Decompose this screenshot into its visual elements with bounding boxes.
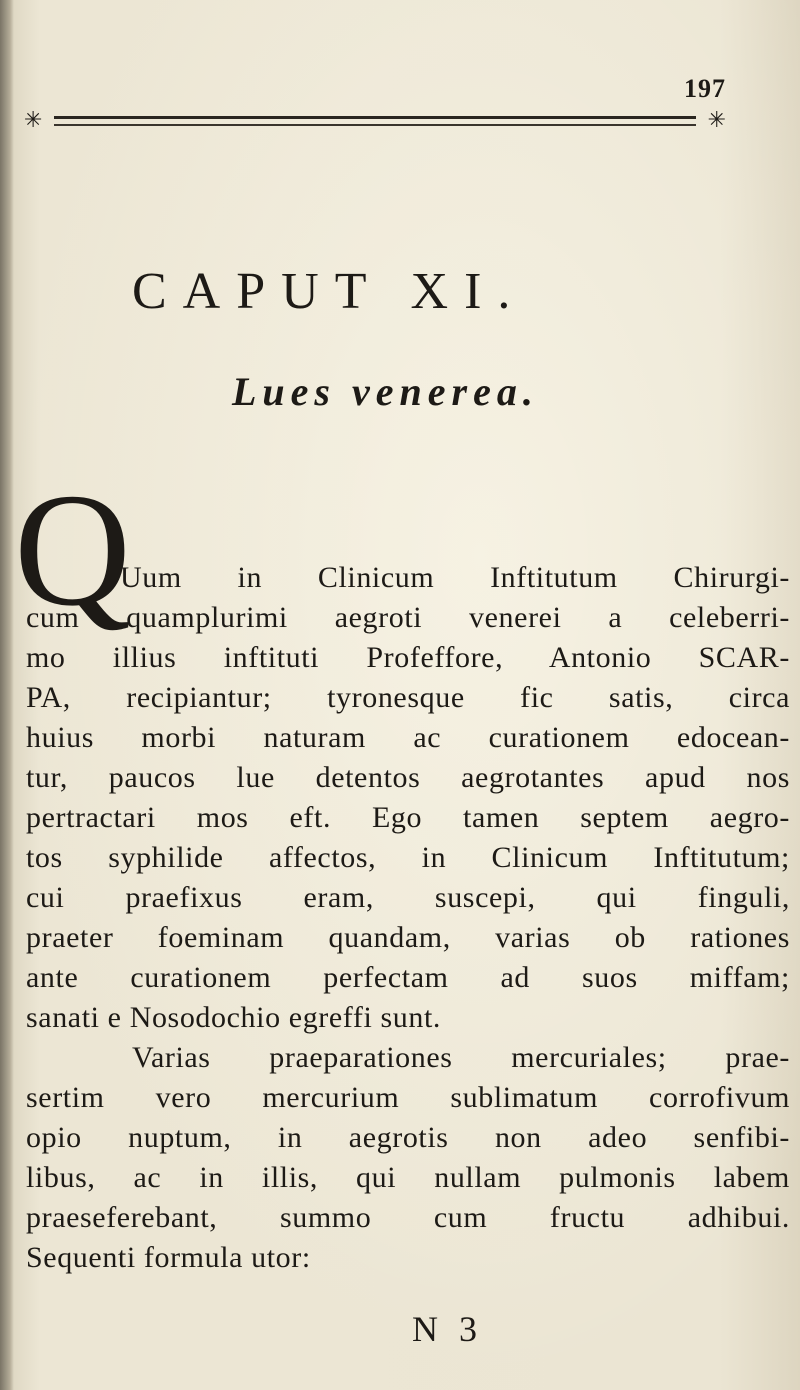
page-gutter-shadow (0, 0, 14, 1390)
page-number: 197 (684, 74, 726, 103)
asterisk-ornament-icon: ✳ (24, 108, 43, 133)
asterisk-ornament-icon: ✳ (707, 108, 726, 133)
rule-line-top (54, 116, 696, 119)
text-line: tos syphilide affectos, in Clinicum Inftitutum; (26, 841, 790, 874)
text-line: PA, recipiantur; tyronesque fic satis, circa (26, 681, 790, 714)
drop-cap: Q (14, 461, 131, 640)
text-line: mo illius inftituti Profeffore, Antonio SCAR- (26, 641, 790, 674)
text-line: huius morbi naturam ac curationem edocean- (26, 721, 790, 754)
text-line: Uum in Clinicum Inftitutum Chirurgi- (120, 561, 790, 594)
text-line: cui praefixus eram, suscepi, qui finguli, (26, 881, 790, 914)
text-line: sanati e Nosodochio egreffi sunt. (26, 1001, 441, 1034)
text-line: ante curationem perfectam ad suos miffam; (26, 961, 790, 994)
text-line: Varias praeparationes mercuriales; prae- (132, 1041, 790, 1074)
text-line: pertractari mos eft. Ego tamen septem aegro- (26, 801, 790, 834)
text-line: sertim vero mercurium sublimatum corrofivum (26, 1081, 790, 1114)
catchword-signature: N 3 (412, 1309, 483, 1349)
text-line: Sequenti formula utor: (26, 1241, 311, 1274)
chapter-subtitle: Lues venerea. (232, 369, 539, 414)
text-line: tur, paucos lue detentos aegrotantes apud nos (26, 761, 790, 794)
text-line: cum quamplurimi aegroti venerei a celeberri- (26, 601, 790, 634)
text-line: opio nuptum, in aegrotis non adeo senfibi- (26, 1121, 790, 1154)
chapter-heading: CAPUT XI. (132, 263, 527, 320)
text-line: praeter foeminam quandam, varias ob rationes (26, 921, 790, 954)
text-line: praeseferebant, summo cum fructu adhibui. (26, 1201, 790, 1234)
rule-line-bottom (54, 124, 696, 126)
ornamental-rule (24, 108, 726, 133)
text-line: libus, ac in illis, qui nullam pulmonis labem (26, 1161, 790, 1194)
